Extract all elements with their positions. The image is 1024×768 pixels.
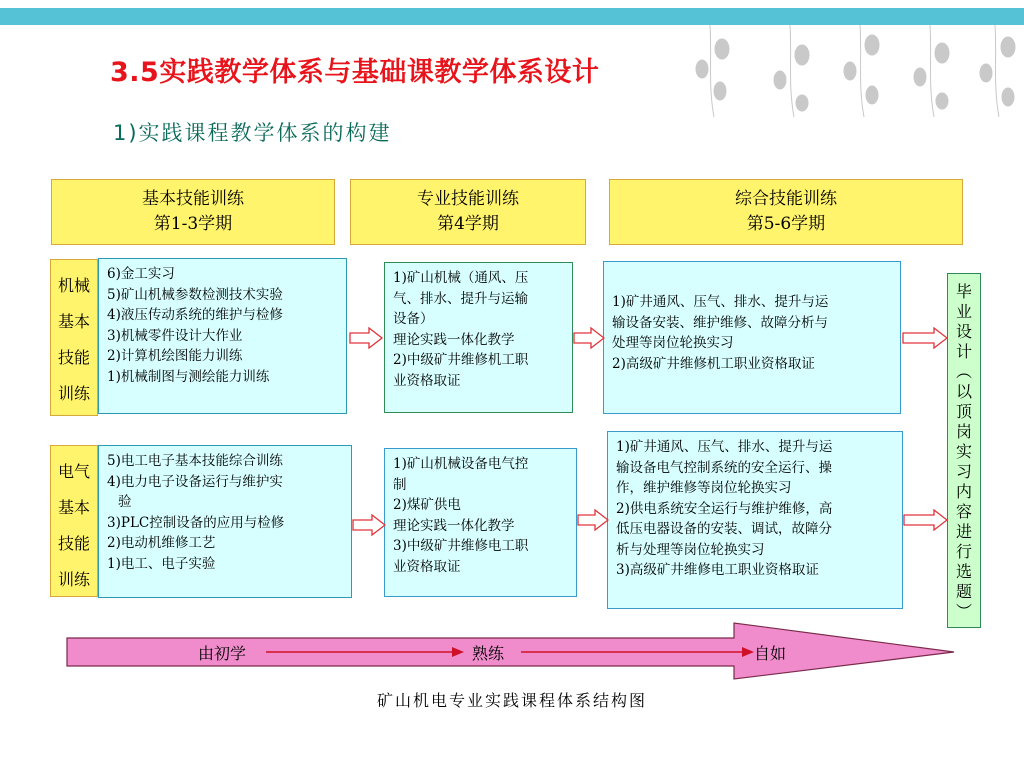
- grad-char: 容: [955, 502, 972, 521]
- stage-term: 第1-3学期: [153, 214, 233, 234]
- list-item: 4)电力电子设备运行与维护实: [107, 473, 283, 490]
- list-item: 验: [118, 494, 132, 510]
- grad-char: 进: [955, 522, 972, 541]
- stage-term: 第4学期: [437, 214, 499, 234]
- list-item: 3)中级矿井维修电工职: [393, 538, 529, 554]
- list-item: 4)液压传动系统的维护与检修: [107, 307, 283, 323]
- grad-char: 业: [955, 302, 972, 321]
- label-char: 基本: [57, 312, 90, 331]
- list-item: 输设备电气控制系统的安全运行、操: [616, 459, 832, 476]
- list-item: 3)高级矿井维修电工职业资格取证: [616, 562, 819, 578]
- progress-end-label: 自如: [754, 644, 787, 663]
- progress-middle-label: 熟练: [472, 644, 505, 663]
- list-item: 2)电动机维修工艺: [107, 535, 216, 551]
- stage-name: 专业技能训练: [417, 189, 519, 209]
- list-item: 5)矿山机械参数检测技术实验: [107, 286, 283, 303]
- section-subtitle: 1)实践课程教学体系的构建: [113, 121, 392, 145]
- mech-comprehensive-box: [603, 261, 901, 414]
- list-item: 6)金工实习: [107, 266, 175, 282]
- list-item: 5)电工电子基本技能综合训练: [107, 453, 283, 469]
- list-item: 2)供电系统安全运行与维护维修，高: [616, 500, 833, 517]
- stage-header-basic: [51, 179, 335, 245]
- grad-char: 选: [955, 562, 972, 581]
- list-item: 理论实践一体化教学: [393, 331, 515, 348]
- list-item: 2)计算机绘图能力训练: [107, 348, 243, 364]
- stage-name: 基本技能训练: [142, 189, 244, 209]
- grad-char: 毕: [955, 282, 972, 301]
- elec-professional-box: [384, 448, 577, 597]
- decorative-sprig-icon: [690, 25, 1024, 120]
- grad-char: 顶: [955, 402, 972, 421]
- grad-char: 以: [955, 382, 972, 401]
- grad-char: 设: [955, 322, 972, 341]
- grad-char: 行: [955, 542, 972, 561]
- top-banner: [0, 8, 1024, 25]
- list-item: 低压电器设备的安装、调试，故障分: [616, 521, 832, 537]
- list-item: 1)机械制图与测绘能力训练: [107, 368, 270, 385]
- grad-char: ︶: [955, 602, 972, 621]
- list-item: 3)机械零件设计大作业: [107, 327, 243, 344]
- list-item: 1)矿山机械（通风、压: [393, 270, 529, 286]
- mech-basic-box: [98, 258, 347, 414]
- label-char: 训练: [57, 570, 90, 589]
- list-item: 理论实践一体化教学: [393, 517, 515, 534]
- label-char: 机械: [57, 276, 90, 295]
- arrow-right-icon: [352, 514, 386, 536]
- list-item: 处理等岗位轮换实习: [612, 335, 734, 351]
- arrow-right-icon: [577, 509, 609, 531]
- stage-term: 第5-6学期: [746, 214, 826, 234]
- grad-char: 岗: [955, 422, 972, 441]
- label-char: 技能: [57, 348, 90, 367]
- list-item: 制: [393, 476, 407, 493]
- list-item: 1)矿井通风、压气、排水、提升与运: [612, 294, 829, 310]
- list-item: 业资格取证: [393, 372, 461, 389]
- stage-name: 综合技能训练: [735, 189, 837, 209]
- side-label-electrical: [50, 445, 98, 597]
- list-item: 1)电工、电子实验: [107, 555, 216, 572]
- arrow-right-icon: [902, 327, 948, 349]
- list-item: 业资格取证: [393, 558, 461, 575]
- list-item: 1)矿井通风、压气、排水、提升与运: [616, 439, 833, 455]
- grad-char: 题: [955, 582, 972, 601]
- list-item: 作，维护维修等岗位轮换实习: [616, 480, 792, 496]
- graduation-design-box: [947, 273, 981, 628]
- grad-char: 计: [955, 342, 972, 361]
- list-item: 3)PLC控制设备的应用与检修: [107, 514, 285, 531]
- arrow-right-icon: [349, 327, 383, 349]
- stage-header-comprehensive: [609, 179, 963, 245]
- grad-char: ︵: [955, 362, 972, 381]
- list-item: 气、排水、提升与运输: [393, 290, 528, 307]
- list-item: 2)煤矿供电: [393, 497, 461, 513]
- list-item: 析与处理等岗位轮换实习: [616, 541, 765, 558]
- list-item: 1)矿山机械设备电气控: [393, 456, 529, 472]
- mech-professional-box: [384, 262, 573, 413]
- label-char: 电气: [57, 462, 90, 481]
- page-title: 3.5实践教学体系与基础课教学体系设计: [110, 57, 600, 88]
- list-item: 2)高级矿井维修机工职业资格取证: [612, 355, 815, 372]
- figure-caption: 矿山机电专业实践课程体系结构图: [376, 691, 647, 710]
- grad-char: 内: [955, 482, 972, 501]
- side-label-mechanical: [50, 259, 98, 416]
- list-item: 2)中级矿井维修机工职: [393, 352, 529, 368]
- elec-basic-box: [98, 445, 352, 598]
- list-item: 输设备安装、维护维修、故障分析与: [612, 314, 828, 331]
- stage-header-professional: [350, 179, 586, 245]
- elec-comprehensive-box: [607, 431, 903, 609]
- label-char: 技能: [57, 534, 90, 553]
- arrow-right-icon: [903, 509, 948, 531]
- list-item: 设备）: [393, 311, 434, 327]
- progress-start-label: 由初学: [198, 644, 247, 663]
- label-char: 训练: [57, 384, 90, 403]
- arrow-right-icon: [573, 327, 605, 349]
- grad-char: 习: [955, 462, 972, 481]
- grad-char: 实: [955, 442, 972, 461]
- label-char: 基本: [57, 498, 90, 517]
